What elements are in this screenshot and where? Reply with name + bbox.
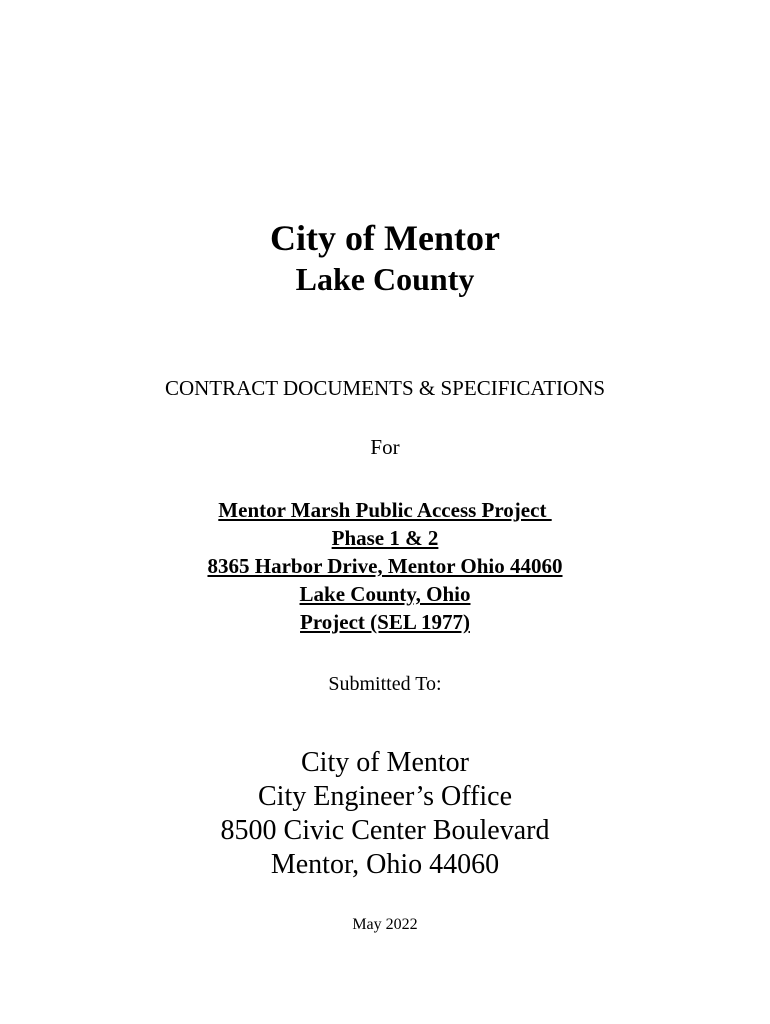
recipient-city: Mentor, Ohio 44060 [270,849,500,880]
document-date: May 2022 [352,916,418,933]
document-type-heading: CONTRACT DOCUMENTS & SPECIFICATIONS [164,376,606,400]
project-phase: Phase 1 & 2 [331,526,439,550]
submitted-to-label: Submitted To: [328,673,442,695]
recipient-address-block [0,746,770,882]
project-info-block [0,496,770,636]
recipient-name: City of Mentor [301,747,469,778]
project-name: Mentor Marsh Public Access Project [218,498,552,522]
page-title: City of Mentor [270,218,500,258]
recipient-street: 8500 Civic Center Boulevard [220,815,550,846]
project-county: Lake County, Ohio [299,582,471,606]
page-subtitle: Lake County [295,261,475,297]
project-number: Project (SEL 1977) [300,610,470,634]
for-label: For [370,435,400,459]
recipient-office: City Engineer’s Office [257,781,512,812]
project-address: 8365 Harbor Drive, Mentor Ohio 44060 [207,554,563,578]
